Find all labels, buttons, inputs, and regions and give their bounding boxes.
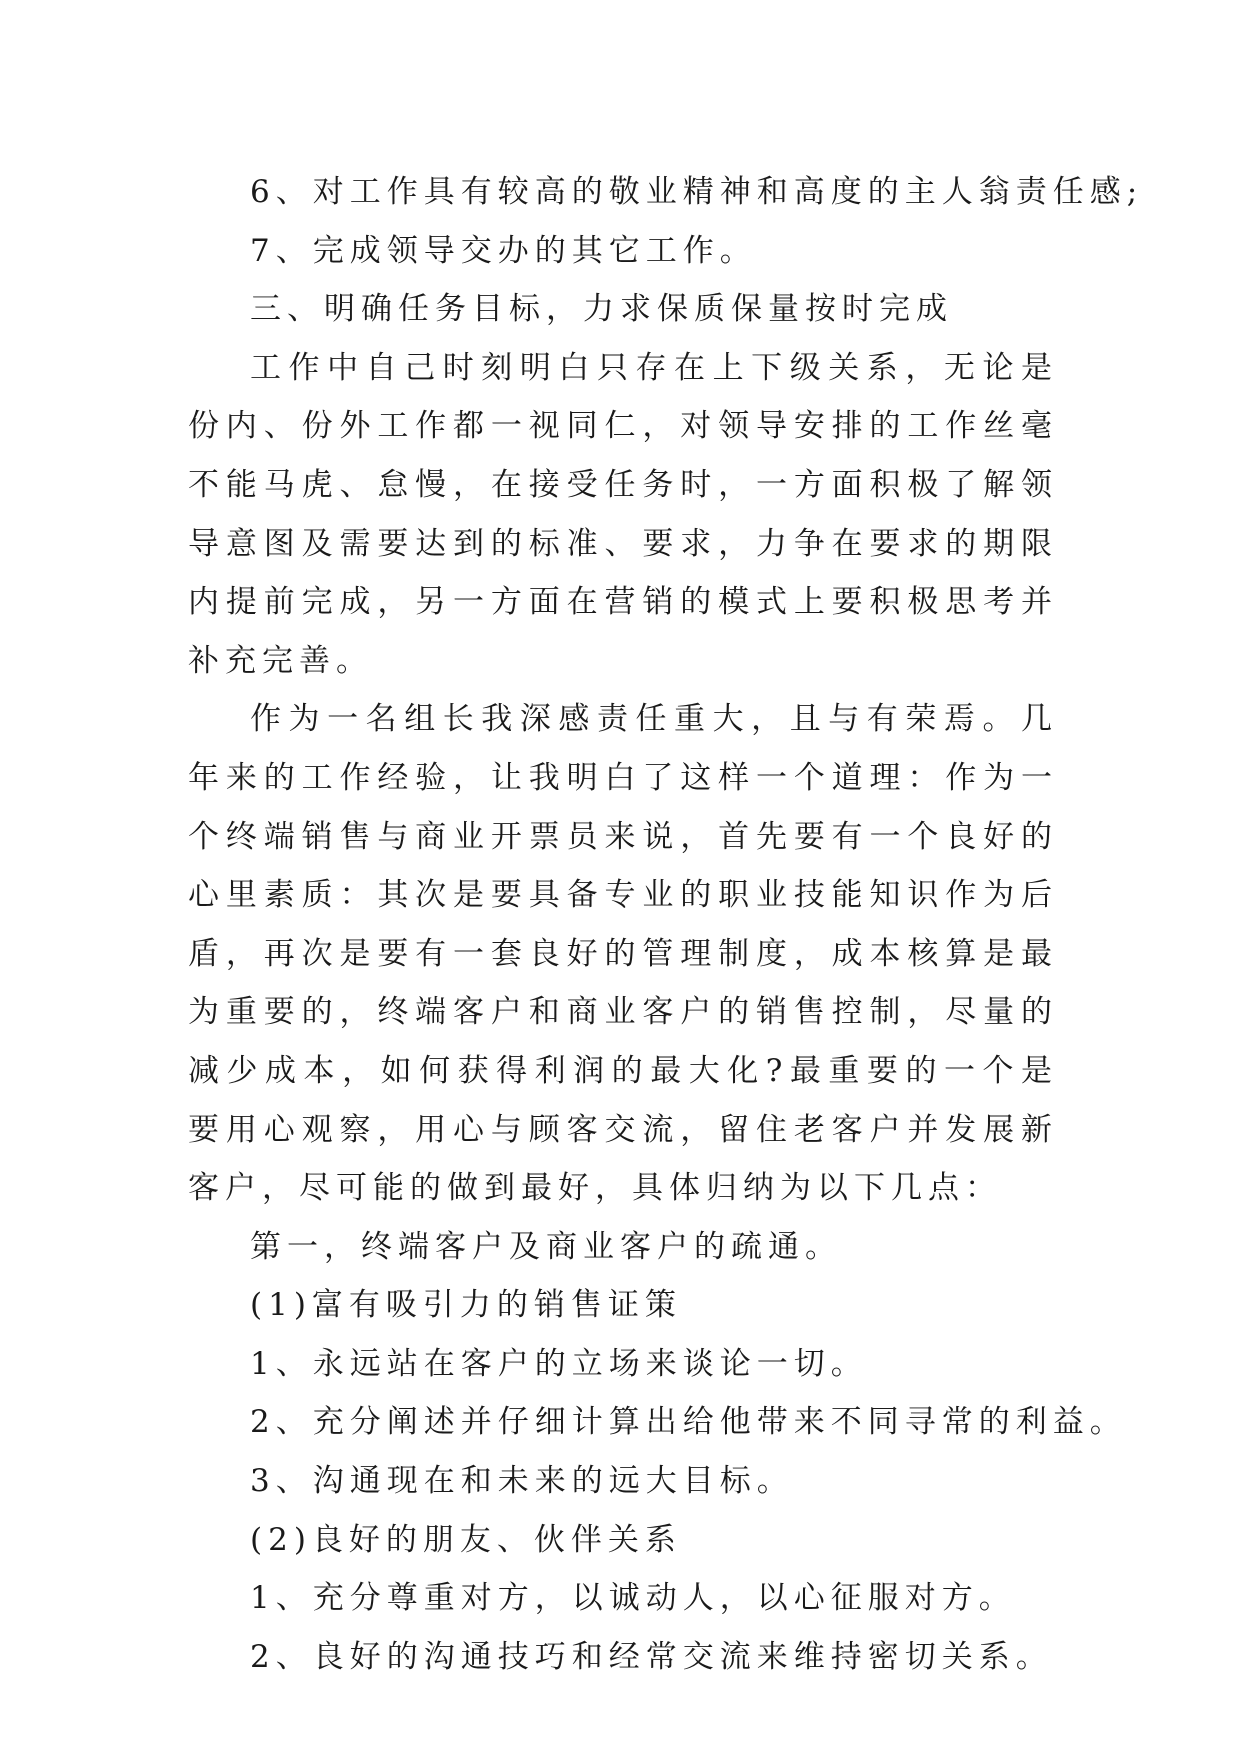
list-item: 3、沟通现在和未来的远大目标。 xyxy=(250,1463,794,1500)
document-body xyxy=(188,163,1144,1686)
subheading-first: 第一，终端客户及商业客户的疏通。 xyxy=(250,1228,842,1265)
paragraph-item-6: 6、对工作具有较高的敬业精神和高度的主人翁责任感; xyxy=(250,174,1144,210)
subheading-partnership: (2)良好的朋友、伙伴关系 xyxy=(250,1521,682,1558)
subheading-sales-policy: (1)富有吸引力的销售证策 xyxy=(250,1287,682,1324)
paragraph-item-7: 7、完成领导交办的其它工作。 xyxy=(250,232,757,269)
paragraph-work-attitude: 工作中自己时刻明白只存在上下级关系，无论是份内、份外工作都一视同仁，对领导安排的工作丝毫不能马虎、怠慢，在接受任务时，一方面积极了解领导意图及需要达到的标准、要求，力争在要求的期限内提前完成，另一方面在营销的模式上要积极思考并补充完善。 xyxy=(188,349,1058,679)
list-item: 1、永远站在客户的立场来谈论一切。 xyxy=(250,1345,868,1382)
list-item: 2、充分阐述并仔细计算出给他带来不同寻常的利益。 xyxy=(250,1404,1127,1441)
paragraph-team-leader: 作为一名组长我深感责任重大，且与有荣焉。几年来的工作经验，让我明白了这样一个道理：作为一个终端销售与商业开票员来说，首先要有一个良好的心里素质：其次是要具备专业的职业技能知识作为后盾，再次是要有一套良好的管理制度，成本核算是最为重要的，终端客户和商业客户的销售控制，尽量的减少成本，如何获得利润的最大化?最重要的一个是要用心观察，用心与顾客交流，留住老客户并发展新客户，尽可能的做到最好，具体归纳为以下几点： xyxy=(188,701,1058,1207)
section-heading-3: 三、明确任务目标，力求保质保量按时完成 xyxy=(250,291,953,328)
list-item: 1、充分尊重对方，以诚动人，以心征服对方。 xyxy=(250,1580,1016,1617)
list-item: 2、良好的沟通技巧和经常交流来维持密切关系。 xyxy=(250,1638,1053,1675)
